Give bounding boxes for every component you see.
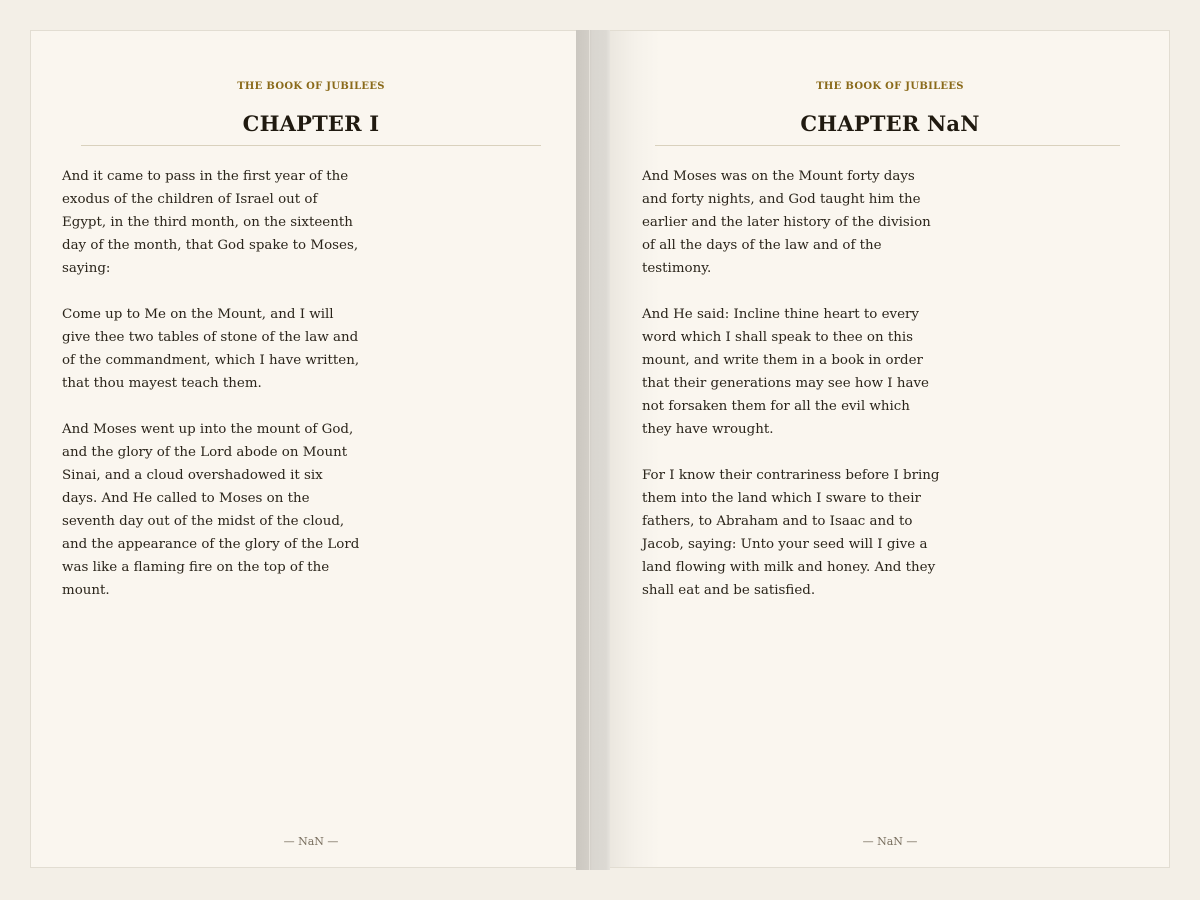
running-head: THE BOOK OF JUBILEES <box>237 81 385 92</box>
page-text <box>62 165 362 625</box>
right-page[interactable] <box>610 30 1170 868</box>
paragraph: For I know their contrariness before I bring them into the land which I sware to their fathers, to Abraham and to Isaac and to Jacob, saying: Unto your seed will I give a land flowing with milk and honey. And they shall eat and be satisfied. <box>642 468 940 598</box>
left-page[interactable] <box>30 30 576 868</box>
running-head: THE BOOK OF JUBILEES <box>816 81 964 92</box>
paragraph: And He said: Incline thine heart to every word which I shall speak to thee on this mount, and write them in a book in order that their generations may see how I have not forsaken them for all the evil which they have wrought. <box>642 307 929 437</box>
paragraph: And Moses went up into the mount of God, and the glory of the Lord abode on Mount Sinai, and a cloud overshadowed it six days. And He called to Moses on the seventh day out of the midst of the cloud, and the appearance of the glory of the Lord was like a flaming fire on the top of the mount. <box>62 422 360 598</box>
page-number: — NaN — <box>283 835 339 848</box>
chapter-title: CHAPTER I <box>242 111 380 136</box>
title-divider <box>81 145 541 146</box>
chapter-title: CHAPTER NaN <box>800 111 980 136</box>
page-text <box>642 165 942 625</box>
page-number: — NaN — <box>862 835 918 848</box>
gutter-fold-line <box>589 30 590 870</box>
title-divider <box>655 145 1120 146</box>
paragraph: And it came to pass in the first year of the exodus of the children of Israel out of Egypt, in the third month, on the sixteenth day of the month, that God spake to Moses, saying: <box>62 169 359 276</box>
book-spine-gutter <box>576 30 610 870</box>
paragraph: Come up to Me on the Mount, and I will give thee two tables of stone of the law and of the commandment, which I have written, that thou mayest teach them. <box>62 307 360 391</box>
open-book <box>30 30 1170 870</box>
paragraph: And Moses was on the Mount forty days and forty nights, and God taught him the earlier and the later history of the division of all the days of the law and of the testimony. <box>642 169 931 276</box>
